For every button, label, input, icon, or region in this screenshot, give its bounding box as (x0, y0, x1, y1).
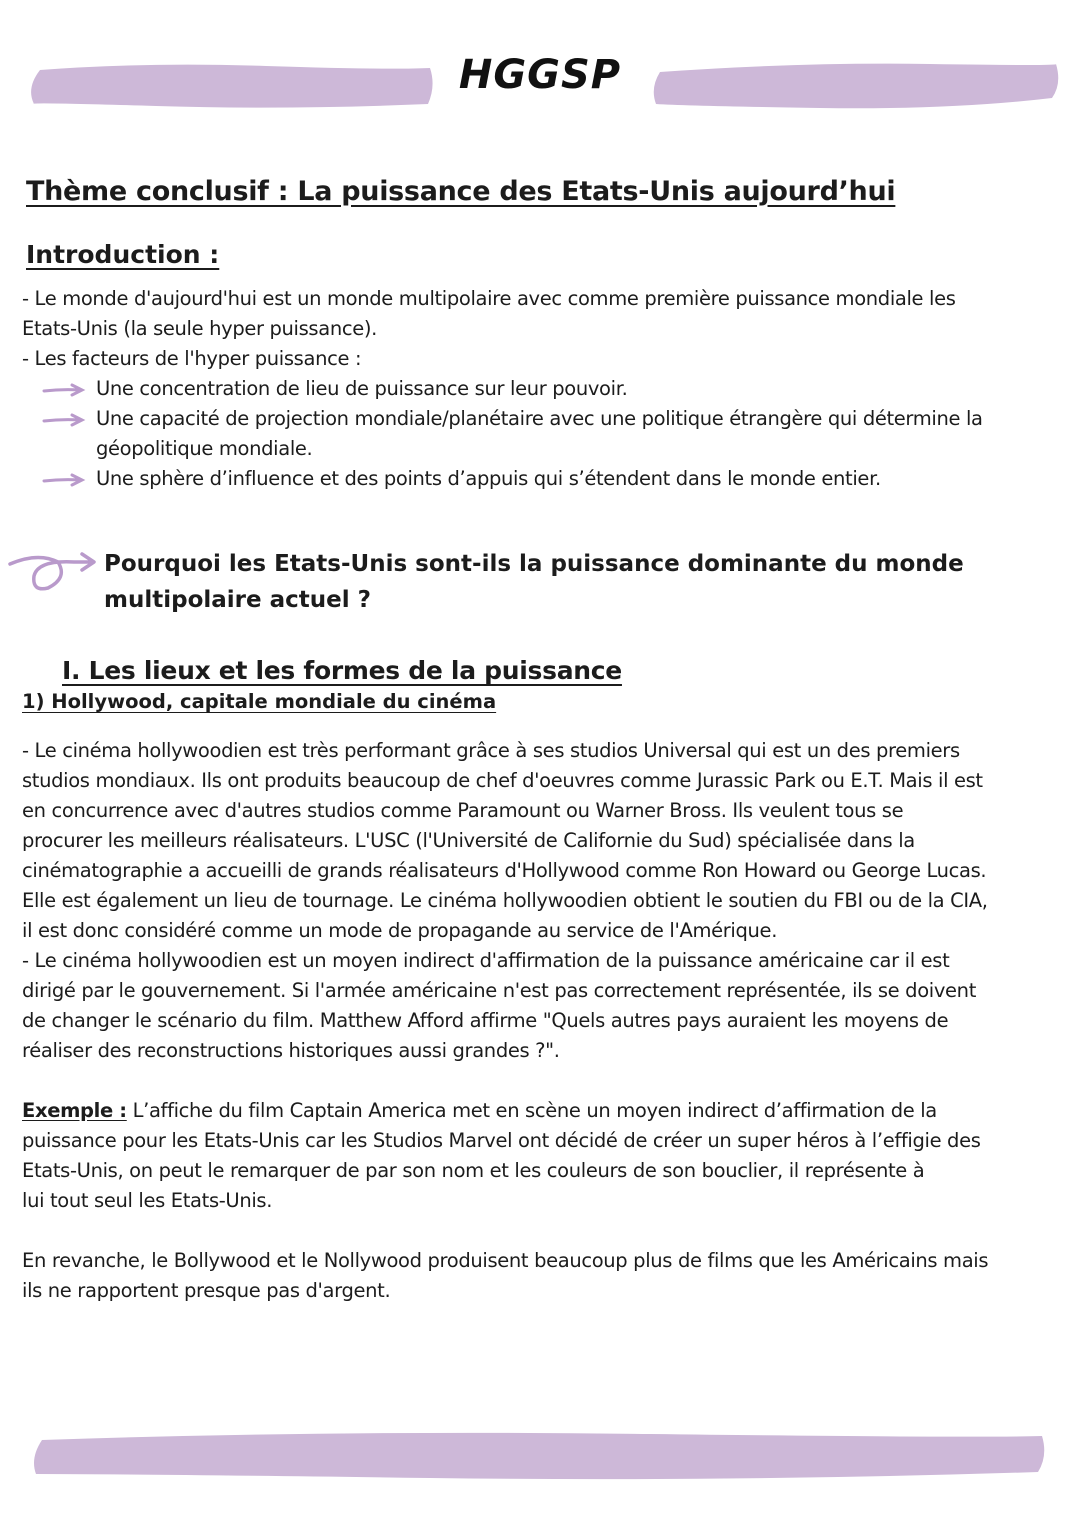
factor-item (22, 404, 1062, 434)
problematic-question (104, 546, 1034, 618)
example-paragraph (22, 1096, 1062, 1216)
swirl-arrow-icon (8, 548, 100, 598)
paragraph-line: studios mondiaux. Ils ont produits beaucoup de chef d'oeuvres comme Jurassic Park ou E.T. Mais il est (22, 769, 983, 792)
introduction-text (22, 284, 1062, 494)
document-title: Thème conclusif : La puissance des Etats-Unis aujourd’hui (26, 176, 896, 207)
factor-item (22, 464, 1062, 494)
question-line: multipolaire actuel ? (104, 587, 371, 613)
paragraph-line: En revanche, le Bollywood et le Nollywood produisent beaucoup plus de films que les Américains mais (22, 1249, 989, 1272)
factor-text: Une concentration de lieu de puissance sur leur pouvoir. (96, 377, 628, 400)
example-label: Exemple : (22, 1099, 127, 1122)
factor-item (22, 374, 1062, 404)
factor-text: Une sphère d’influence et des points d’appuis qui s’étendent dans le monde entier. (96, 467, 881, 490)
paragraph-line: - Le cinéma hollywoodien est un moyen indirect d'affirmation de la puissance américaine car il est (22, 949, 950, 972)
section-paragraph-1 (22, 736, 1062, 1066)
paragraph-line: cinématographie a accueilli de grands réalisateurs d'Hollywood comme Ron Howard ou George Lucas. (22, 859, 987, 882)
example-first-line (22, 1096, 1062, 1126)
arrow-icon (42, 383, 86, 397)
subsection-title: 1) Hollywood, capitale mondiale du cinéma (22, 690, 497, 713)
paragraph-line: Etats-Unis, on peut le remarquer de par son nom et les couleurs de son bouclier, il représente à (22, 1159, 925, 1182)
paragraph-line: en concurrence avec d'autres studios comme Paramount ou Warner Bross. Ils veulent tous se (22, 799, 904, 822)
intro-line: - Les facteurs de l'hyper puissance : (22, 347, 362, 370)
paragraph-line: de changer le scénario du film. Matthew Afford affirme "Quels autres pays auraient les moyens de (22, 1009, 949, 1032)
introduction-heading: Introduction : (26, 240, 220, 269)
paragraph-line: procurer les meilleurs réalisateurs. L'USC (l'Université de Californie du Sud) spécialisée dans la (22, 829, 915, 852)
intro-line: - Le monde d'aujourd'hui est un monde multipolaire avec comme première puissance mondiale les (22, 287, 956, 310)
paragraph-line: ils ne rapportent presque pas d'argent. (22, 1279, 391, 1302)
paragraph-line: dirigé par le gouvernement. Si l'armée américaine n'est pas correctement représentée, ils se doivent (22, 979, 976, 1002)
paragraph-line: puissance pour les Etats-Unis car les Studios Marvel ont décidé de créer un super héros à l’effigie des (22, 1129, 981, 1152)
arrow-icon (42, 473, 86, 487)
paragraph-line: réaliser des reconstructions historiques aussi grandes ?". (22, 1039, 560, 1062)
question-line: Pourquoi les Etats-Unis sont-ils la puissance dominante du monde (104, 551, 964, 577)
factor-text: Une capacité de projection mondiale/planétaire avec une politique étrangère qui détermine la (96, 407, 983, 430)
footer-brush (30, 1428, 1050, 1484)
paragraph-line: - Le cinéma hollywoodien est très performant grâce à ses studios Universal qui est un des premiers (22, 739, 960, 762)
paragraph-line: Elle est également un lieu de tournage. Le cinéma hollywoodien obtient le soutien du FBI ou de la CIA, (22, 889, 988, 912)
paragraph-line: lui tout seul les Etats-Unis. (22, 1189, 273, 1212)
intro-line: Etats-Unis (la seule hyper puissance). (22, 317, 377, 340)
paragraph-line: il est donc considéré comme un mode de propagande au service de l'Amérique. (22, 919, 778, 942)
section-title: I. Les lieux et les formes de la puissance (62, 656, 622, 685)
header-title: HGGSP (458, 52, 622, 98)
factor-continuation: géopolitique mondiale. (96, 437, 313, 460)
arrow-icon (42, 413, 86, 427)
closing-paragraph (22, 1246, 1062, 1306)
example-text: L’affiche du film Captain America met en scène un moyen indirect d’affirmation de la (126, 1099, 937, 1122)
